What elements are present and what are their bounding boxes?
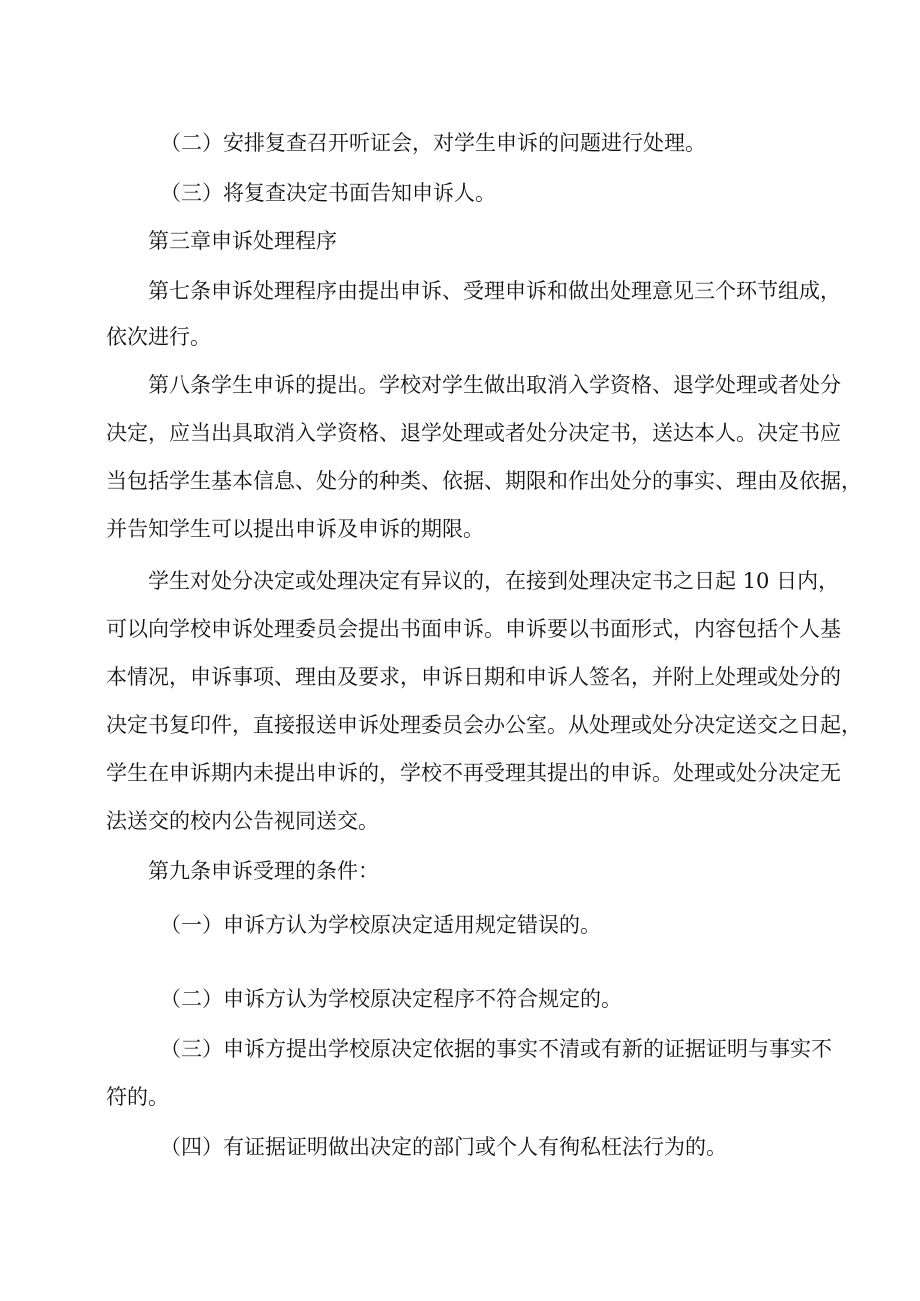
chapter-heading: 第三章申诉处理程序	[148, 229, 337, 253]
text-line: 学生在申诉期内未提出申诉的，学校不再受理其提出的申诉。处理或处分决定无	[106, 761, 841, 785]
text-line: （二）安排复查召开听证会，对学生申诉的问题进行处理。	[160, 131, 706, 155]
text-line: 决定，应当出具取消入学资格、退学处理或者处分决定书，送达本人。决定书应	[106, 421, 841, 445]
text-line: 并告知学生可以提出申诉及申诉的期限。	[106, 517, 484, 541]
text-line: 可以向学校申诉处理委员会提出书面申诉。申诉要以书面形式，内容包括个人基	[106, 617, 841, 641]
text-line: 法送交的校内公告视同送交。	[106, 809, 379, 833]
text-line: （一）申诉方认为学校原决定适用规定错误的。	[160, 913, 601, 937]
text-line: （三）申诉方提出学校原决定依据的事实不清或有新的证据证明与事实不	[160, 1037, 832, 1061]
text-line: 第八条学生申诉的提出。学校对学生做出取消入学资格、退学处理或者处分	[148, 373, 841, 397]
text-line: 决定书复印件，直接报送申诉处理委员会办公室。从处理或处分决定送交之日起，	[106, 713, 862, 737]
text-line: （四）有证据证明做出决定的部门或个人有徇私枉法行为的。	[160, 1135, 727, 1159]
text-line: 当包括学生基本信息、处分的种类、依据、期限和作出处分的事实、理由及依据，	[106, 469, 862, 493]
text-line: 依次进行。	[106, 325, 211, 349]
text-line: （二）申诉方认为学校原决定程序不符合规定的。	[160, 987, 622, 1011]
text-line: 第七条申诉处理程序由提出申诉、受理申诉和做出处理意见三个环节组成，	[148, 279, 841, 303]
text-line: 学生对处分决定或处理决定有异议的，在接到处理决定书之日起 10 日内，	[148, 569, 840, 593]
text-line: 本情况，申诉事项、理由及要求，申诉日期和申诉人签名，并附上处理或处分的	[106, 665, 841, 689]
text-line: （三）将复查决定书面告知申诉人。	[160, 181, 496, 205]
text-line: 第九条申诉受理的条件：	[148, 859, 379, 883]
text-line: 符的。	[106, 1085, 169, 1109]
